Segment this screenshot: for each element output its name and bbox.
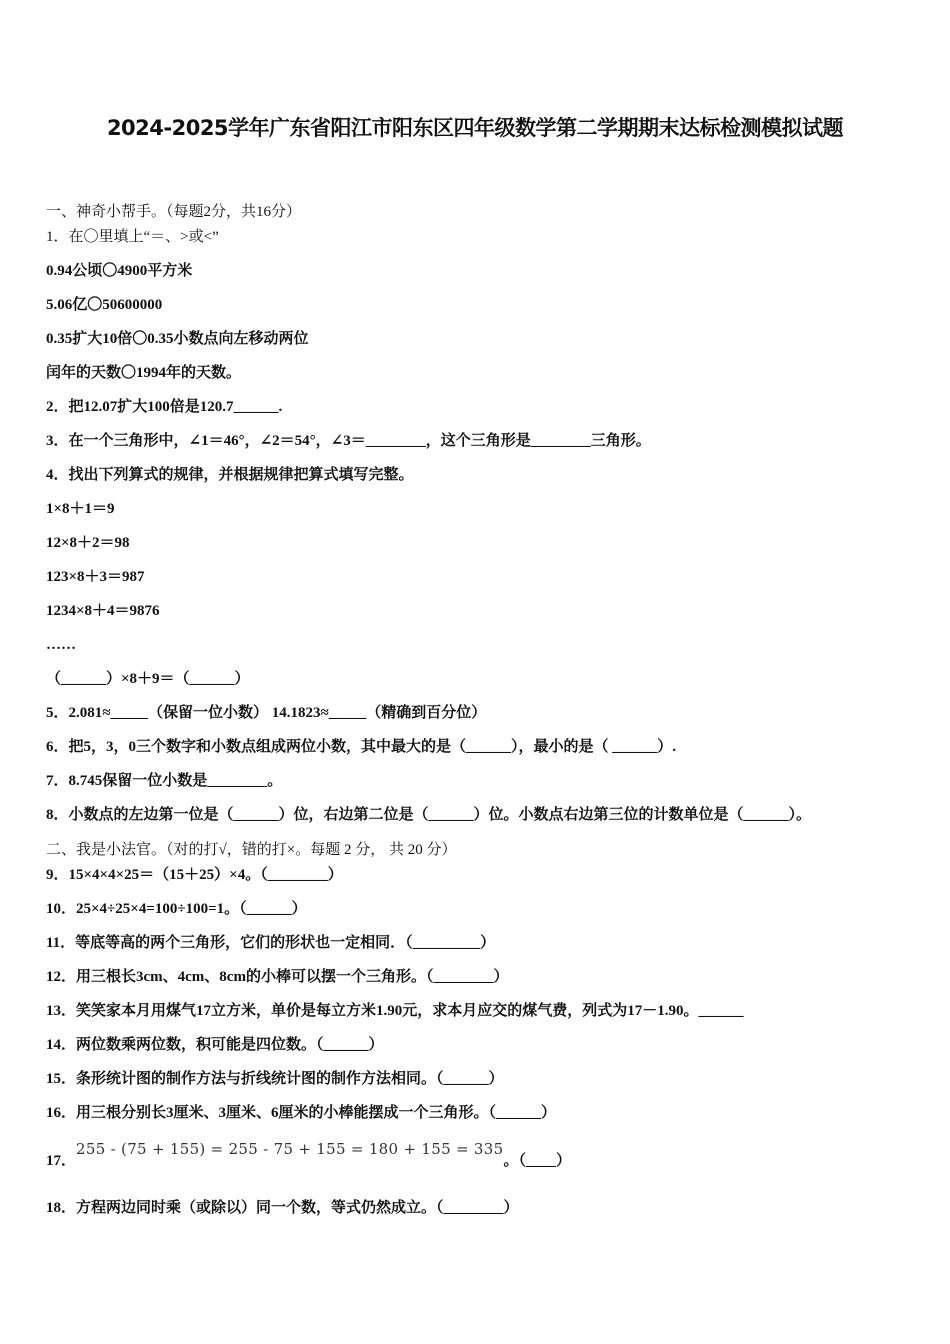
question-14: 14．两位数乘两位数，积可能是四位数。（______） <box>46 1037 384 1053</box>
question-1-item-1: 0.94公顷〇4900平方米 <box>46 263 193 279</box>
question-4-item-1: 1×8＋1＝9 <box>46 501 115 517</box>
question-7: 7．8.745保留一位小数是________。 <box>46 773 283 789</box>
question-1-item-2: 5.06亿〇50600000 <box>46 297 163 313</box>
question-18: 18．方程两边同时乘（或除以）同一个数，等式仍然成立。（________） <box>46 1200 519 1216</box>
question-4-item-3: 123×8＋3＝987 <box>46 569 145 585</box>
question-17-number: 17． <box>46 1153 77 1169</box>
question-1-item-4: 闰年的天数〇1994年的天数。 <box>46 365 242 381</box>
question-4-item-4: 1234×8＋4＝9876 <box>46 603 160 619</box>
question-9: 9．15×4×4×25＝（15＋25）×4。（________） <box>46 867 343 883</box>
question-3: 3．在一个三角形中，∠1＝46°，∠2＝54°，∠3＝________，这个三角形是________三角形。 <box>46 433 651 449</box>
page-title: 2024-2025学年广东省阳江市阳东区四年级数学第二学期期末达标检测模拟试题 <box>106 116 844 140</box>
section-2-heading: 二、我是小法官。（对的打√，错的打×。每题 2 分， 共 20 分） <box>46 842 457 858</box>
question-10: 10．25×4÷25×4=100÷100=1。（______） <box>46 901 307 917</box>
question-16: 16．用三根分别长3厘米、3厘米、6厘米的小棒能摆成一个三角形。（______） <box>46 1105 557 1121</box>
question-4-stem: 4．找出下列算式的规律，并根据规律把算式填写完整。 <box>46 467 414 483</box>
question-6: 6．把5，3，0三个数字和小数点组成两位小数，其中最大的是（______），最小的是（ ______）. <box>46 739 677 755</box>
question-1-stem: 1．在〇里填上“＝、>或<” <box>46 229 219 245</box>
question-12: 12．用三根长3cm、4cm、8cm的小棒可以摆一个三角形。（________） <box>46 969 509 985</box>
question-17 <box>46 1140 571 1169</box>
question-5: 5．2.081≈_____（保留一位小数） 14.1823≈_____（精确到百分位） <box>46 705 487 721</box>
question-17-formula: 255 - (75 + 155) = 255 - 75 + 155 = 180 + 155 = 335 <box>76 1140 504 1158</box>
question-4-ellipsis: …… <box>46 637 76 653</box>
question-11: 11．等底等高的两个三角形，它们的形状也一定相同．（_________） <box>46 935 496 951</box>
question-8: 8．小数点的左边第一位是（______）位，右边第二位是（______）位。小数点右边第三位的计数单位是（______）。 <box>46 807 812 823</box>
question-4-item-2: 12×8＋2＝98 <box>46 535 130 551</box>
question-15: 15．条形统计图的制作方法与折线统计图的制作方法相同。（______） <box>46 1071 504 1087</box>
section-1-heading: 一、神奇小帮手。（每题2分，共16分） <box>46 204 302 220</box>
question-13: 13．笑笑家本月用煤气17立方米，单价是每立方米1.90元，求本月应交的煤气费，列式为17－1.90。______ <box>46 1003 744 1019</box>
question-17-tail: 。（____） <box>503 1153 571 1169</box>
question-4-blank: （______）×8＋9＝（______） <box>46 671 250 687</box>
question-2: 2．把12.07扩大100倍是120.7______. <box>46 399 283 415</box>
question-1-item-3: 0.35扩大10倍〇0.35小数点向左移动两位 <box>46 331 309 347</box>
